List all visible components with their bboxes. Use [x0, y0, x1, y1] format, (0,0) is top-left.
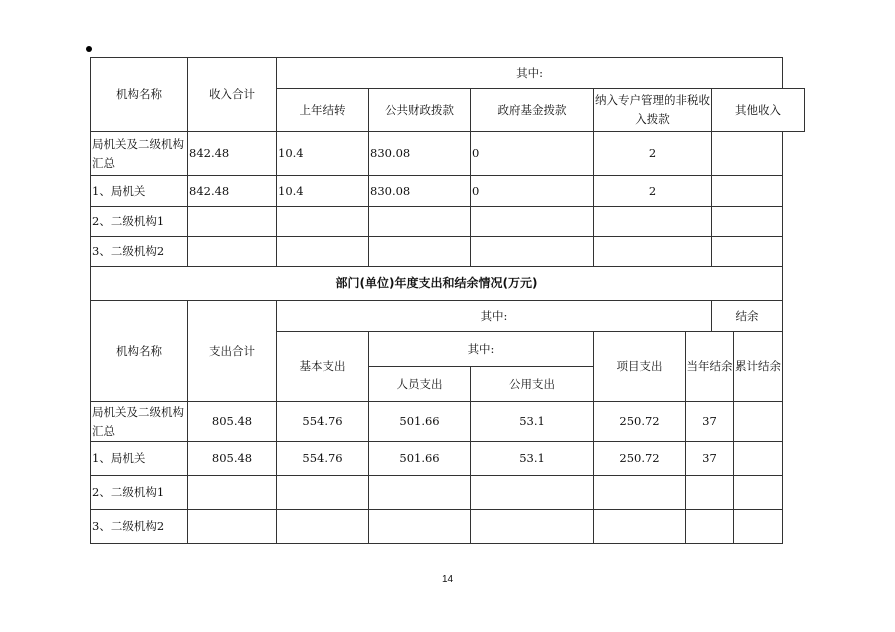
expense-header-balance: 结余 [712, 301, 783, 332]
expense-section-title: 部门(单位)年度支出和结余情况(万元) [91, 267, 783, 301]
expense-row-project [594, 476, 686, 510]
page-number: 14 [441, 574, 454, 585]
expense-row-personnel: 501.66 [369, 402, 471, 442]
expense-row-total [188, 510, 277, 544]
table-row [91, 476, 805, 510]
income-row-prev [277, 237, 369, 267]
expense-header-project: 项目支出 [594, 332, 686, 402]
table-row [91, 132, 805, 176]
expense-header-year-balance: 当年结余 [686, 332, 734, 402]
income-row-total: 842.48 [188, 176, 277, 207]
income-row-nontax: 2 [594, 176, 712, 207]
income-row-prev: 10.4 [277, 132, 369, 176]
income-row-public [369, 207, 471, 237]
expense-row-basic [277, 476, 369, 510]
expense-header-cum-balance: 累计结余 [734, 332, 783, 402]
income-row-nontax [594, 207, 712, 237]
finance-table [90, 57, 805, 544]
expense-row-year-balance: 37 [686, 402, 734, 442]
expense-row-public-use [471, 510, 594, 544]
income-row-prev: 10.4 [277, 176, 369, 207]
expense-row-project [594, 510, 686, 544]
income-header-non-tax: 纳入专户管理的非税收入拨款 [594, 89, 712, 132]
income-header-of-which: 其中: [277, 58, 783, 89]
income-row-name: 3、二级机构2 [91, 237, 188, 267]
expense-row-cum-balance [734, 402, 783, 442]
table-row [91, 207, 805, 237]
table-row [91, 402, 805, 442]
expense-row-personnel: 501.66 [369, 442, 471, 476]
income-header-org-name: 机构名称 [91, 58, 188, 132]
income-row-prev [277, 207, 369, 237]
expense-header-org-name: 机构名称 [91, 301, 188, 402]
expense-row-year-balance [686, 510, 734, 544]
expense-row-cum-balance [734, 510, 783, 544]
income-row-gov [471, 237, 594, 267]
income-row-other [712, 207, 783, 237]
income-row-total [188, 237, 277, 267]
expense-header-public-use: 公用支出 [471, 367, 594, 402]
income-row-other [712, 132, 783, 176]
expense-row-name: 局机关及二级机构汇总 [91, 402, 188, 442]
expense-row-public-use: 53.1 [471, 442, 594, 476]
table-row [91, 442, 805, 476]
income-header-public-finance: 公共财政拨款 [369, 89, 471, 132]
expense-row-public-use: 53.1 [471, 402, 594, 442]
expense-row-personnel [369, 476, 471, 510]
income-row-nontax [594, 237, 712, 267]
expense-header-of-which: 其中: [277, 301, 712, 332]
income-row-gov [471, 207, 594, 237]
income-row-other [712, 237, 783, 267]
income-header-gov-fund: 政府基金拨款 [471, 89, 594, 132]
income-row-name: 1、局机关 [91, 176, 188, 207]
expense-row-year-balance [686, 476, 734, 510]
expense-header-personnel: 人员支出 [369, 367, 471, 402]
income-row-gov: 0 [471, 176, 594, 207]
expense-header-total: 支出合计 [188, 301, 277, 402]
expense-row-name: 3、二级机构2 [91, 510, 188, 544]
income-row-name: 2、二级机构1 [91, 207, 188, 237]
expense-header-of-which-2: 其中: [369, 332, 594, 367]
income-row-total [188, 207, 277, 237]
income-row-gov: 0 [471, 132, 594, 176]
table-row [91, 237, 805, 267]
expense-row-cum-balance [734, 442, 783, 476]
expense-row-name: 1、局机关 [91, 442, 188, 476]
income-row-public: 830.08 [369, 176, 471, 207]
income-header-other: 其他收入 [712, 89, 805, 132]
expense-row-basic: 554.76 [277, 402, 369, 442]
expense-row-personnel [369, 510, 471, 544]
income-row-total: 842.48 [188, 132, 277, 176]
expense-header-basic: 基本支出 [277, 332, 369, 402]
income-row-other [712, 176, 783, 207]
income-row-nontax: 2 [594, 132, 712, 176]
expense-row-basic: 554.76 [277, 442, 369, 476]
income-header-total: 收入合计 [188, 58, 277, 132]
bullet-dot [86, 46, 92, 52]
income-header-prev-balance: 上年结转 [277, 89, 369, 132]
expense-row-project: 250.72 [594, 402, 686, 442]
income-row-public: 830.08 [369, 132, 471, 176]
expense-row-cum-balance [734, 476, 783, 510]
expense-row-project: 250.72 [594, 442, 686, 476]
income-row-public [369, 237, 471, 267]
expense-row-total: 805.48 [188, 402, 277, 442]
table-row [91, 176, 805, 207]
expense-row-basic [277, 510, 369, 544]
expense-row-public-use [471, 476, 594, 510]
expense-row-year-balance: 37 [686, 442, 734, 476]
table-row [91, 510, 805, 544]
expense-row-name: 2、二级机构1 [91, 476, 188, 510]
expense-row-total [188, 476, 277, 510]
income-row-name: 局机关及二级机构汇总 [91, 132, 188, 176]
expense-row-total: 805.48 [188, 442, 277, 476]
